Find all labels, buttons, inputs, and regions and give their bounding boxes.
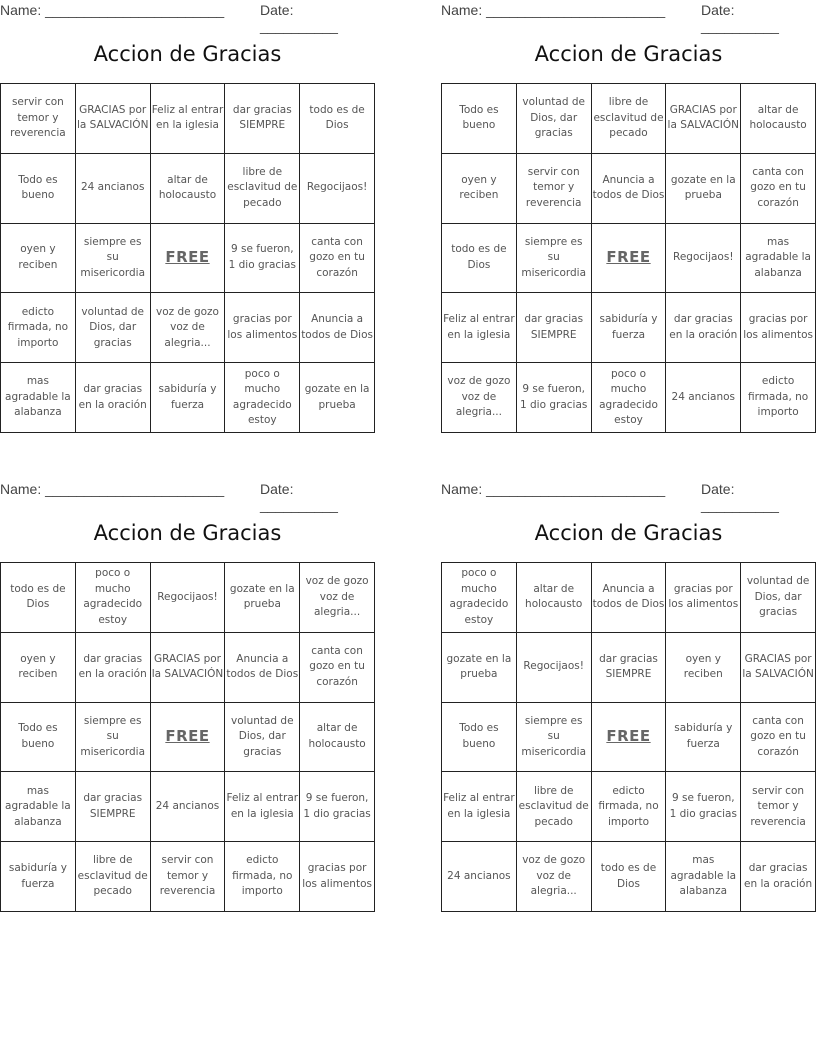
name-field[interactable]: Name: _______________________ [441, 481, 666, 497]
bingo-cell[interactable]: gracias por los alimentos [741, 293, 816, 363]
bingo-cell[interactable]: GRACIAS por la SALVACIÓN [151, 633, 226, 703]
bingo-cell[interactable]: voz de gozo voz de alegria... [517, 842, 592, 912]
bingo-grid [0, 562, 375, 912]
bingo-cell[interactable]: 9 se fueron, 1 dio gracias [300, 772, 375, 842]
bingo-card [0, 0, 375, 427]
bingo-cell[interactable]: gracias por los alimentos [300, 842, 375, 912]
bingo-cell[interactable]: todo es de Dios [300, 84, 375, 154]
bingo-cell[interactable]: canta con gozo en tu corazón [300, 224, 375, 294]
bingo-cell[interactable]: Regocijaos! [666, 224, 741, 294]
bingo-card [441, 0, 816, 427]
bingo-cell[interactable]: todo es de Dios [442, 224, 517, 294]
bingo-cell[interactable]: Anuncia a todos de Dios [300, 293, 375, 363]
card-header [0, 479, 375, 513]
bingo-cell[interactable]: altar de holocausto [300, 703, 375, 773]
bingo-cell[interactable]: gozate en la prueba [666, 154, 741, 224]
bingo-cell[interactable]: oyen y reciben [1, 224, 76, 294]
bingo-grid [0, 83, 375, 433]
card-header [441, 479, 816, 513]
bingo-cell[interactable]: siempre es su misericordia [517, 224, 592, 294]
bingo-grid [441, 83, 816, 433]
bingo-cell[interactable]: GRACIAS por la SALVACIÓN [741, 633, 816, 703]
bingo-cell[interactable]: Todo es bueno [1, 703, 76, 773]
bingo-cell[interactable]: GRACIAS por la SALVACIÓN [76, 84, 151, 154]
bingo-cell[interactable]: mas agradable la alabanza [666, 842, 741, 912]
bingo-cell[interactable]: siempre es su misericordia [517, 703, 592, 773]
bingo-cell[interactable]: servir con temor y reverencia [151, 842, 226, 912]
card-header [441, 0, 816, 34]
bingo-cell[interactable]: poco o mucho agradecido estoy [592, 363, 667, 433]
bingo-cell[interactable]: Feliz al entrar en la iglesia [151, 84, 226, 154]
bingo-card [0, 479, 375, 898]
bingo-cell[interactable]: 9 se fueron, 1 dio gracias [517, 363, 592, 433]
bingo-cell[interactable]: dar gracias en la oración [666, 293, 741, 363]
name-field[interactable]: Name: _______________________ [441, 2, 666, 18]
bingo-cell[interactable]: voz de gozo voz de alegria... [151, 293, 226, 363]
bingo-cell[interactable]: oyen y reciben [1, 633, 76, 703]
bingo-cell[interactable]: altar de holocausto [517, 563, 592, 633]
bingo-cell[interactable]: voluntad de Dios, dar gracias [517, 84, 592, 154]
bingo-cell[interactable]: 24 ancianos [76, 154, 151, 224]
bingo-cell[interactable]: poco o mucho agradecido estoy [76, 563, 151, 633]
bingo-cell[interactable]: gracias por los alimentos [666, 563, 741, 633]
bingo-cell[interactable]: edicto firmada, no importo [592, 772, 667, 842]
bingo-cell[interactable]: Anuncia a todos de Dios [225, 633, 300, 703]
bingo-cell[interactable]: 9 se fueron, 1 dio gracias [666, 772, 741, 842]
bingo-cell[interactable]: 24 ancianos [151, 772, 226, 842]
bingo-cell[interactable]: Todo es bueno [1, 154, 76, 224]
bingo-cell[interactable]: sabiduría y fuerza [666, 703, 741, 773]
card-title: Accion de Gracias [534, 521, 723, 545]
free-space-cell[interactable]: FREE [151, 703, 226, 773]
bingo-cell[interactable]: dar gracias SIEMPRE [517, 293, 592, 363]
bingo-cell[interactable]: dar gracias SIEMPRE [592, 633, 667, 703]
bingo-cell[interactable]: sabiduría y fuerza [592, 293, 667, 363]
bingo-cell[interactable]: siempre es su misericordia [76, 703, 151, 773]
bingo-cell[interactable]: oyen y reciben [666, 633, 741, 703]
bingo-cell[interactable]: canta con gozo en tu corazón [300, 633, 375, 703]
date-field[interactable]: Date: __________ [260, 481, 338, 513]
bingo-cell[interactable]: gozate en la prueba [225, 563, 300, 633]
bingo-cell[interactable]: dar gracias en la oración [741, 842, 816, 912]
bingo-cell[interactable]: sabiduría y fuerza [1, 842, 76, 912]
bingo-cell[interactable]: dar gracias en la oración [76, 633, 151, 703]
bingo-cell[interactable]: todo es de Dios [1, 563, 76, 633]
free-space-cell[interactable]: FREE [592, 703, 667, 773]
bingo-cell[interactable]: gozate en la prueba [442, 633, 517, 703]
free-space-cell[interactable]: FREE [151, 224, 226, 294]
bingo-cell[interactable]: voz de gozo voz de alegria... [442, 363, 517, 433]
date-field[interactable]: Date: __________ [260, 2, 338, 34]
bingo-cell[interactable]: libre de esclavitud de pecado [225, 154, 300, 224]
bingo-cell[interactable]: libre de esclavitud de pecado [517, 772, 592, 842]
bingo-cell[interactable]: poco o mucho agradecido estoy [442, 563, 517, 633]
bingo-cell[interactable]: voluntad de Dios, dar gracias [76, 293, 151, 363]
bingo-cell[interactable]: mas agradable la alabanza [1, 772, 76, 842]
bingo-cell[interactable]: sabiduría y fuerza [151, 363, 226, 433]
bingo-cell[interactable]: Anuncia a todos de Dios [592, 154, 667, 224]
bingo-cell[interactable]: mas agradable la alabanza [1, 363, 76, 433]
bingo-cell[interactable]: dar gracias SIEMPRE [76, 772, 151, 842]
card-title: Accion de Gracias [534, 42, 723, 66]
bingo-cell[interactable]: 24 ancianos [666, 363, 741, 433]
free-space-cell[interactable]: FREE [592, 224, 667, 294]
bingo-cell[interactable]: 24 ancianos [442, 842, 517, 912]
card-header [0, 0, 375, 34]
bingo-cell[interactable]: libre de esclavitud de pecado [76, 842, 151, 912]
date-field[interactable]: Date: __________ [701, 2, 779, 34]
bingo-cell[interactable]: mas agradable la alabanza [741, 224, 816, 294]
bingo-cell[interactable]: edicto firmada, no importo [225, 842, 300, 912]
bingo-cell[interactable]: Regocijaos! [300, 154, 375, 224]
bingo-cell[interactable]: servir con temor y reverencia [741, 772, 816, 842]
bingo-cell[interactable]: Todo es bueno [442, 84, 517, 154]
bingo-cell[interactable]: altar de holocausto [151, 154, 226, 224]
bingo-cell[interactable]: Regocijaos! [517, 633, 592, 703]
bingo-card [441, 479, 816, 898]
bingo-cell[interactable]: canta con gozo en tu corazón [741, 154, 816, 224]
bingo-cell[interactable]: altar de holocausto [741, 84, 816, 154]
bingo-cell[interactable]: Todo es bueno [442, 703, 517, 773]
card-title: Accion de Gracias [93, 521, 282, 545]
bingo-cell[interactable]: gozate en la prueba [300, 363, 375, 433]
bingo-cell[interactable]: servir con temor y reverencia [517, 154, 592, 224]
bingo-cell[interactable]: edicto firmada, no importo [741, 363, 816, 433]
bingo-cell[interactable]: edicto firmada, no importo [1, 293, 76, 363]
bingo-cell[interactable]: dar gracias SIEMPRE [225, 84, 300, 154]
bingo-cell[interactable]: GRACIAS por la SALVACIÓN [666, 84, 741, 154]
bingo-cell[interactable]: oyen y reciben [442, 154, 517, 224]
bingo-cell[interactable]: libre de esclavitud de pecado [592, 84, 667, 154]
bingo-cell[interactable]: Regocijaos! [151, 563, 226, 633]
name-field[interactable]: Name: _______________________ [0, 2, 225, 18]
bingo-cell[interactable]: voluntad de Dios, dar gracias [741, 563, 816, 633]
bingo-cell[interactable]: dar gracias en la oración [76, 363, 151, 433]
bingo-cell[interactable]: voluntad de Dios, dar gracias [225, 703, 300, 773]
bingo-cell[interactable]: Feliz al entrar en la iglesia [225, 772, 300, 842]
bingo-cell[interactable]: siempre es su misericordia [76, 224, 151, 294]
bingo-cell[interactable]: Feliz al entrar en la iglesia [442, 772, 517, 842]
date-field[interactable]: Date: __________ [701, 481, 779, 513]
bingo-cell[interactable]: canta con gozo en tu corazón [741, 703, 816, 773]
bingo-cell[interactable]: gracias por los alimentos [225, 293, 300, 363]
bingo-cell[interactable]: voz de gozo voz de alegria... [300, 563, 375, 633]
name-field[interactable]: Name: _______________________ [0, 481, 225, 497]
card-title: Accion de Gracias [93, 42, 282, 66]
bingo-cell[interactable]: servir con temor y reverencia [1, 84, 76, 154]
bingo-cell[interactable]: 9 se fueron, 1 dio gracias [225, 224, 300, 294]
bingo-cell[interactable]: Feliz al entrar en la iglesia [442, 293, 517, 363]
bingo-cell[interactable]: Anuncia a todos de Dios [592, 563, 667, 633]
bingo-cell[interactable]: todo es de Dios [592, 842, 667, 912]
bingo-cell[interactable]: poco o mucho agradecido estoy [225, 363, 300, 433]
bingo-grid [441, 562, 816, 912]
